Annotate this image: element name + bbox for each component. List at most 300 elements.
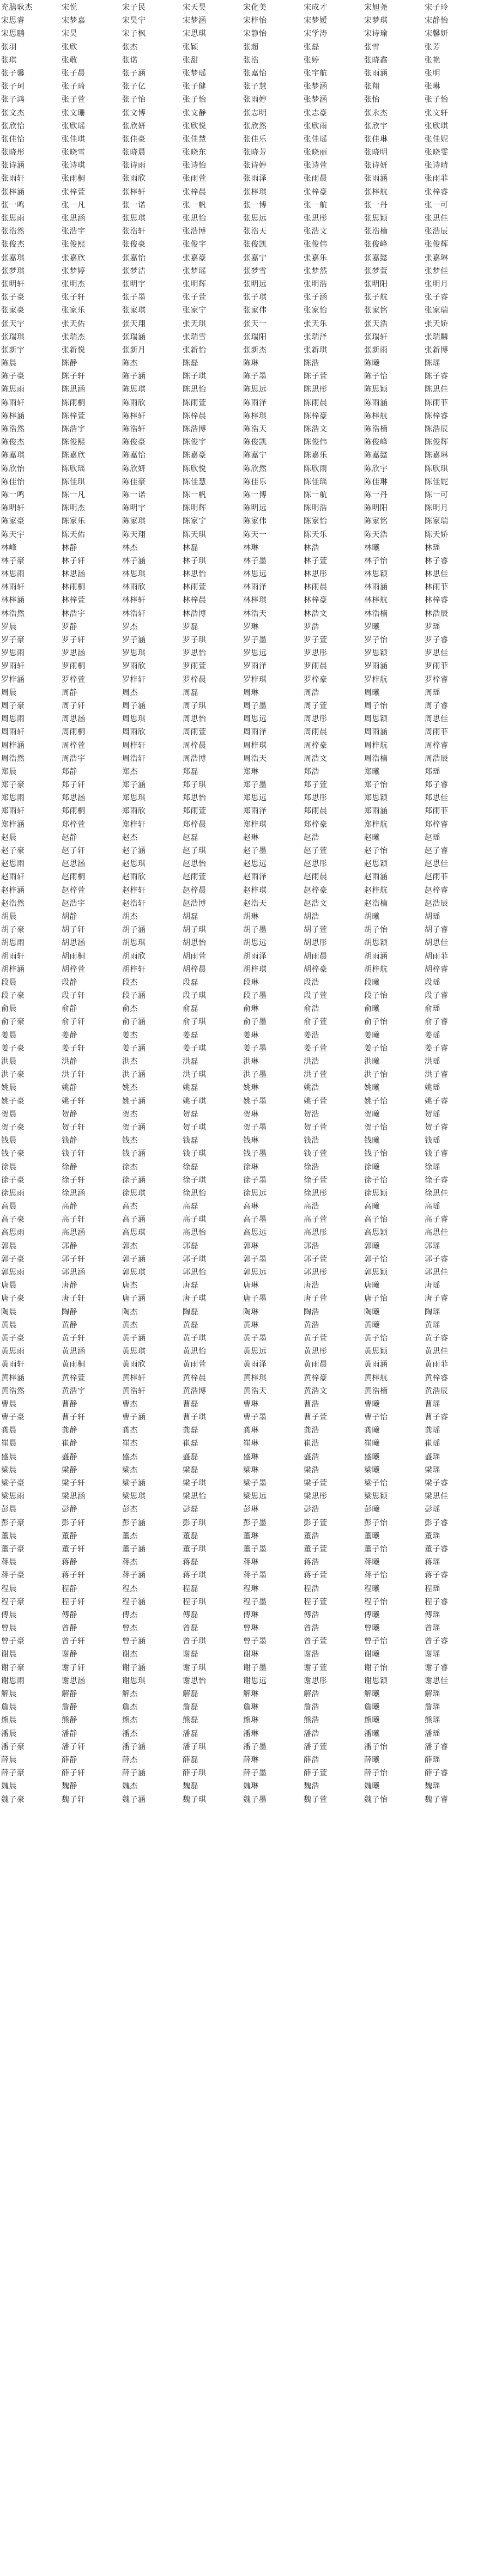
name-cell: 陶静 [62, 1307, 77, 1317]
name-cell: 郑曦 [364, 767, 380, 776]
name-cell: 充膳耿杰 [1, 3, 33, 12]
name-cell: 郑子萱 [304, 781, 328, 790]
name-cell: 张诗雨 [122, 161, 146, 170]
name-cell: 陈一丹 [364, 490, 388, 500]
name-cell: 郑晨 [1, 767, 17, 776]
name-cell: 赵浩文 [304, 899, 328, 908]
name-cell: 张文杰 [1, 108, 25, 118]
name-cell: 郑思远 [243, 794, 267, 803]
name-cell: 宋旭尧 [364, 3, 388, 12]
name-cell: 林雨菲 [425, 583, 449, 592]
name-cell: 龚琳 [243, 1426, 259, 1435]
name-cell: 周雨轩 [1, 728, 25, 737]
name-cell: 曹琳 [243, 1399, 259, 1409]
name-cell: 洪静 [62, 1057, 77, 1066]
name-cell: 周浩文 [304, 754, 328, 763]
name-cell: 宋馨妍 [425, 29, 449, 39]
name-cell: 胡思雨 [1, 939, 25, 948]
name-cell: 贺曦 [364, 1110, 380, 1119]
name-cell: 宋梦涵 [183, 16, 207, 26]
name-cell: 曹杰 [122, 1399, 138, 1409]
name-cell: 魏子墨 [243, 1795, 267, 1804]
name-cell: 张磊 [304, 42, 319, 52]
name-cell: 宋思琪 [183, 29, 207, 39]
name-cell: 薛静 [62, 1755, 77, 1764]
name-cell: 陈佳怡 [1, 477, 25, 486]
name-cell: 陈俊辉 [425, 438, 449, 447]
name-cell: 张明 [425, 69, 440, 78]
name-cell: 张子珂 [1, 82, 25, 92]
name-cell: 张明月 [425, 279, 449, 289]
name-cell: 张子晨 [62, 69, 86, 78]
name-cell: 赵思佳 [425, 860, 449, 869]
name-cell: 林梓睿 [425, 596, 449, 605]
name-cell: 周浩辰 [425, 754, 449, 763]
name-cell: 宋梦嫒 [304, 16, 328, 26]
name-cell: 谢思怡 [183, 1676, 207, 1685]
name-cell: 张佳瑶 [304, 135, 328, 144]
name-cell: 张欣悦 [183, 121, 207, 131]
name-cell: 张浩楠 [364, 227, 388, 236]
name-cell: 周浩然 [1, 754, 25, 763]
name-cell: 胡思颖 [364, 939, 388, 948]
name-cell: 薛子萱 [304, 1769, 328, 1778]
name-cell: 陈明轩 [1, 504, 25, 513]
name-cell: 俞子涵 [122, 1018, 146, 1027]
name-cell: 林雨轩 [1, 583, 25, 592]
name-cell: 张瑞麟 [425, 332, 449, 342]
name-cell: 谢思彤 [304, 1676, 328, 1685]
name-cell: 张超 [243, 42, 259, 52]
name-cell: 郭子睿 [425, 1254, 449, 1264]
name-cell: 钱静 [62, 1136, 77, 1146]
name-cell: 赵雨泽 [243, 873, 267, 882]
name-cell: 张雨轩 [1, 174, 25, 184]
name-cell: 蒋子墨 [243, 1571, 267, 1580]
name-cell: 蒋晨 [1, 1558, 17, 1567]
name-cell: 胡子睿 [425, 925, 449, 935]
name-cell: 梁思远 [243, 1492, 267, 1501]
name-cell: 唐子怡 [364, 1294, 388, 1304]
name-cell: 梁子墨 [243, 1479, 267, 1488]
name-cell: 张瑞阳 [243, 332, 267, 342]
name-cell: 龚晨 [1, 1426, 17, 1435]
name-cell: 程子琪 [183, 1597, 207, 1606]
name-cell: 梁子轩 [62, 1479, 86, 1488]
name-cell: 谢瑶 [425, 1650, 440, 1659]
name-cell: 徐静 [62, 1162, 77, 1172]
name-cell: 高静 [62, 1202, 77, 1211]
name-cell: 黄梓航 [364, 1373, 388, 1383]
name-cell: 胡瑶 [425, 912, 440, 921]
name-cell: 胡静 [62, 912, 77, 921]
name-cell: 陈嘉乐 [304, 451, 328, 460]
name-cell: 潘浩 [304, 1729, 319, 1738]
name-cell: 陈浩天 [243, 425, 267, 434]
name-cell: 姚琳 [243, 1083, 259, 1093]
name-cell: 林曦 [364, 543, 380, 552]
name-cell: 林思彤 [304, 570, 328, 579]
name-cell: 陈思涵 [62, 385, 86, 394]
name-cell: 宋诗瑜 [364, 29, 388, 39]
name-cell: 洪曦 [364, 1057, 380, 1066]
name-cell: 唐晨 [1, 1281, 17, 1290]
name-cell: 洪磊 [183, 1057, 198, 1066]
name-cell: 林雨萱 [183, 583, 207, 592]
name-cell: 傅静 [62, 1610, 77, 1619]
name-cell: 唐磊 [183, 1281, 198, 1290]
name-cell: 曾子怡 [364, 1637, 388, 1646]
name-cell: 周雨萱 [183, 728, 207, 737]
name-cell: 张子怡 [122, 95, 146, 105]
name-cell: 张佳琪 [62, 135, 86, 144]
name-cell: 曹子怡 [364, 1413, 388, 1422]
name-cell: 郑雨泽 [243, 807, 267, 816]
name-cell: 高思涵 [62, 1228, 86, 1238]
name-cell: 贺子轩 [62, 1123, 86, 1132]
name-cell: 张思涵 [62, 214, 86, 223]
name-cell: 张芳 [425, 42, 440, 52]
name-cell: 段曦 [364, 978, 380, 987]
name-cell: 黄浩楠 [364, 1386, 388, 1396]
name-cell: 张诗涵 [1, 161, 25, 170]
name-cell: 张子萱 [62, 95, 86, 105]
name-cell: 陈一可 [425, 490, 449, 500]
name-cell: 高子轩 [62, 1215, 86, 1225]
name-cell: 姚晨 [1, 1083, 17, 1093]
name-cell: 陈子豪 [1, 372, 25, 381]
name-cell: 周思琪 [122, 715, 146, 724]
name-cell: 张文静 [183, 108, 207, 118]
name-cell: 薛瑶 [425, 1755, 440, 1764]
name-cell: 谢子怡 [364, 1663, 388, 1672]
name-cell: 张欣怡 [1, 121, 25, 131]
name-cell: 陈明辉 [183, 504, 207, 513]
name-cell: 胡杰 [122, 912, 138, 921]
name-cell: 贺瑶 [425, 1110, 440, 1119]
name-cell: 张诗妍 [364, 161, 388, 170]
name-cell: 张诗怡 [183, 161, 207, 170]
name-cell: 陈浩文 [304, 425, 328, 434]
name-cell: 林子豪 [1, 556, 25, 565]
name-cell: 黄思琪 [122, 1347, 146, 1356]
name-cell: 张子涵 [304, 293, 328, 302]
name-cell: 张瑞杰 [62, 332, 86, 342]
name-cell: 周磊 [183, 688, 198, 697]
name-cell: 魏杰 [122, 1782, 138, 1791]
name-cell: 姚子萱 [304, 1097, 328, 1106]
name-cell: 张新悦 [62, 345, 86, 355]
name-cell: 胡雨欣 [122, 952, 146, 961]
name-cell: 钱子睿 [425, 1149, 449, 1159]
name-cell: 蒋子涵 [122, 1571, 146, 1580]
name-cell: 薛浩 [304, 1755, 319, 1764]
name-cell: 彭琳 [243, 1505, 259, 1514]
name-cell: 陈一鸣 [1, 490, 25, 500]
name-cell: 唐静 [62, 1281, 77, 1290]
name-cell: 洪子睿 [425, 1070, 449, 1080]
name-cell: 周杰 [122, 688, 138, 697]
name-cell: 赵杰 [122, 833, 138, 842]
name-cell: 盛静 [62, 1452, 77, 1461]
name-cell: 张杰 [122, 42, 138, 52]
name-cell: 黄子怡 [364, 1333, 388, 1343]
name-cell: 张梦婷 [62, 266, 86, 276]
name-cell: 陈明浩 [304, 504, 328, 513]
name-cell: 黄子睿 [425, 1333, 449, 1343]
name-cell: 谢子轩 [62, 1663, 86, 1672]
name-cell: 高思彤 [304, 1228, 328, 1238]
name-cell: 郑梓豪 [304, 820, 328, 829]
name-cell: 陈家豪 [1, 517, 25, 526]
name-cell: 胡思彤 [304, 939, 328, 948]
name-cell: 程曦 [364, 1584, 380, 1593]
name-cell: 陈梓睿 [425, 411, 449, 421]
name-cell: 黄子豪 [1, 1333, 25, 1343]
name-cell: 胡子豪 [1, 925, 25, 935]
name-cell: 郑子涵 [122, 781, 146, 790]
name-cell: 徐思琪 [122, 1189, 146, 1198]
name-cell: 林思雨 [1, 570, 25, 579]
name-cell: 赵梓睿 [425, 886, 449, 895]
name-cell: 钱子墨 [243, 1149, 267, 1159]
name-cell: 罗子豪 [1, 636, 25, 644]
name-cell: 张嘉琪 [1, 253, 25, 263]
name-cell: 潘子怡 [364, 1742, 388, 1751]
name-cell: 赵思远 [243, 860, 267, 869]
name-cell: 赵雨欣 [122, 873, 146, 882]
name-cell: 姜瑶 [425, 1031, 440, 1040]
name-cell: 黄梓睿 [425, 1373, 449, 1383]
name-cell: 陈俊峰 [364, 438, 388, 447]
name-cell: 薛杰 [122, 1755, 138, 1764]
name-cell: 傅晨 [1, 1610, 17, 1619]
name-cell: 程子萱 [304, 1597, 328, 1606]
name-cell: 曾晨 [1, 1624, 17, 1633]
name-cell: 陈曦 [364, 359, 380, 368]
name-cell: 高曦 [364, 1202, 380, 1211]
name-cell: 黄思彤 [304, 1347, 328, 1356]
name-cell: 张雨涵 [364, 174, 388, 184]
name-cell: 陈雨菲 [425, 398, 449, 407]
name-cell: 陈俊凯 [243, 438, 267, 447]
name-cell: 段晨 [1, 978, 17, 987]
name-cell: 罗思佳 [425, 649, 449, 658]
name-cell: 魏瑶 [425, 1782, 440, 1791]
name-cell: 陈梓涵 [1, 411, 25, 421]
name-cell: 段子墨 [243, 991, 267, 1001]
name-cell: 蒋子萱 [304, 1571, 328, 1580]
name-cell: 梁子琪 [183, 1479, 207, 1488]
name-cell: 胡琳 [243, 912, 259, 921]
name-cell: 罗杰 [122, 622, 138, 631]
name-cell: 罗思远 [243, 649, 267, 658]
name-cell: 梁子涵 [122, 1479, 146, 1488]
name-cell: 高晨 [1, 1202, 17, 1211]
name-cell: 詹晨 [1, 1703, 17, 1712]
name-cell: 陈一凡 [62, 490, 86, 500]
name-cell: 陈佳琳 [364, 477, 388, 486]
name-cell: 梁思琪 [122, 1492, 146, 1501]
name-cell: 张家伟 [243, 306, 267, 315]
name-cell: 陈浩楠 [364, 425, 388, 434]
name-cell: 赵梓豪 [304, 886, 328, 895]
name-cell: 高思雨 [1, 1228, 25, 1238]
name-cell: 张天宇 [1, 319, 25, 328]
name-cell: 陈嘉怡 [122, 451, 146, 460]
name-cell: 赵雨晨 [304, 873, 328, 882]
name-cell: 潘子涵 [122, 1742, 146, 1751]
name-cell: 罗思怡 [183, 649, 207, 658]
name-cell: 陈明宇 [122, 504, 146, 513]
name-cell: 林磊 [183, 543, 198, 552]
name-cell: 贺子琪 [183, 1123, 207, 1132]
name-cell: 郭子琪 [183, 1254, 207, 1264]
name-cell: 高子涵 [122, 1215, 146, 1225]
name-cell: 段子怡 [364, 991, 388, 1001]
name-cell: 高思怡 [183, 1228, 207, 1238]
name-cell: 郭子涵 [122, 1254, 146, 1264]
name-cell: 张梓萱 [62, 187, 86, 197]
name-cell: 陈梓航 [364, 411, 388, 421]
name-cell: 谢琳 [243, 1650, 259, 1659]
name-cell: 洪子轩 [62, 1070, 86, 1080]
name-cell: 彭浩 [304, 1505, 319, 1514]
name-cell: 崔磊 [183, 1439, 198, 1448]
name-cell: 魏子豪 [1, 1795, 25, 1804]
name-cell: 魏浩 [304, 1782, 319, 1791]
name-cell: 张天一 [243, 319, 267, 328]
name-cell: 张俊伟 [304, 240, 328, 249]
name-cell: 高磊 [183, 1202, 198, 1211]
name-cell: 陈雨泽 [243, 398, 267, 407]
name-cell: 罗梓豪 [304, 675, 328, 684]
name-cell: 谢子萱 [304, 1663, 328, 1672]
name-cell: 陈浩辰 [425, 425, 449, 434]
name-cell: 宋学涛 [304, 29, 328, 39]
name-cell: 陈欣怡 [1, 464, 25, 473]
name-cell: 蒋磊 [183, 1558, 198, 1567]
name-cell: 张天乐 [304, 319, 328, 328]
name-cell: 俞子墨 [243, 1018, 267, 1027]
name-cell: 梁思怡 [183, 1492, 207, 1501]
name-cell: 黄曦 [364, 1320, 380, 1330]
name-cell: 詹曦 [364, 1703, 380, 1712]
name-cell: 郑雨轩 [1, 807, 25, 816]
name-cell: 蒋浩 [304, 1558, 319, 1567]
name-cell: 张梦涵 [304, 82, 328, 92]
name-cell: 魏曦 [364, 1782, 380, 1791]
name-cell: 罗思雨 [1, 649, 25, 658]
name-cell: 钱晨 [1, 1136, 17, 1146]
name-cell: 张嘉乐 [304, 253, 328, 263]
name-cell: 董琳 [243, 1531, 259, 1540]
name-cell: 张子墨 [122, 293, 146, 302]
name-cell: 郑瑶 [425, 767, 440, 776]
name-cell: 赵浩天 [243, 899, 267, 908]
name-cell: 郑子琪 [183, 781, 207, 790]
name-cell: 赵雨桐 [62, 873, 86, 882]
name-cell: 俞曦 [364, 1004, 380, 1014]
name-cell: 姜子萱 [304, 1044, 328, 1053]
name-cell: 张梦萱 [364, 266, 388, 276]
name-cell: 姚磊 [183, 1083, 198, 1093]
name-cell: 张欣琪 [425, 121, 449, 131]
name-cell: 郭思雨 [1, 1268, 25, 1277]
name-cell: 罗子轩 [62, 636, 86, 644]
name-cell: 梁瑶 [425, 1465, 440, 1475]
name-cell: 薛子睿 [425, 1769, 449, 1778]
name-cell: 赵梓航 [364, 886, 388, 895]
name-cell: 梁静 [62, 1465, 77, 1475]
name-cell: 张思怡 [183, 214, 207, 223]
name-cell: 郭思颖 [364, 1268, 388, 1277]
name-cell: 张梓琪 [243, 187, 267, 197]
name-cell: 唐瑶 [425, 1281, 440, 1290]
name-cell: 张佳怡 [1, 135, 25, 144]
name-cell: 黄梓豪 [304, 1373, 328, 1383]
name-cell: 潘磊 [183, 1729, 198, 1738]
name-cell: 周梓琪 [243, 741, 267, 750]
name-cell: 张欣妍 [122, 121, 146, 131]
name-cell: 傅杰 [122, 1610, 138, 1619]
name-cell: 曹静 [62, 1399, 77, 1409]
name-cell: 郭曦 [364, 1241, 380, 1251]
name-cell: 徐思彤 [304, 1189, 328, 1198]
name-cell: 赵浩 [304, 833, 319, 842]
name-cell: 张梓睿 [425, 187, 449, 197]
name-cell: 谢磊 [183, 1650, 198, 1659]
name-cell: 蒋子豪 [1, 1571, 25, 1580]
name-cell: 罗瑶 [425, 622, 440, 631]
name-cell: 林雨涵 [364, 583, 388, 592]
name-cell: 陈欣宇 [364, 464, 388, 473]
name-cell: 郑梓萱 [62, 820, 86, 829]
name-cell: 熊瑶 [425, 1716, 440, 1725]
name-cell: 郑琳 [243, 767, 259, 776]
name-cell: 张思远 [243, 214, 267, 223]
name-cell: 曹子睿 [425, 1413, 449, 1422]
name-cell: 黄雨桐 [62, 1360, 86, 1369]
name-cell: 张天佑 [62, 319, 86, 328]
name-cell: 董杰 [122, 1531, 138, 1540]
name-cell: 彭子琪 [183, 1518, 207, 1527]
name-cell: 薛子琪 [183, 1769, 207, 1778]
name-cell: 赵子睿 [425, 847, 449, 855]
name-cell: 梁子睿 [425, 1479, 449, 1488]
name-cell: 徐晨 [1, 1162, 17, 1172]
name-cell: 钱子琪 [183, 1149, 207, 1159]
name-cell: 张梦洁 [122, 266, 146, 276]
name-cell: 周浩天 [243, 754, 267, 763]
name-cell: 罗思涵 [62, 649, 86, 658]
name-cell: 张佳慧 [183, 135, 207, 144]
name-cell: 曾子涵 [122, 1637, 146, 1646]
name-cell: 陈家瑞 [425, 517, 449, 526]
name-cell: 周浩楠 [364, 754, 388, 763]
name-cell: 彭瑶 [425, 1505, 440, 1514]
name-cell: 崔瑶 [425, 1439, 440, 1448]
name-cell: 黄雨萱 [183, 1360, 207, 1369]
name-cell: 罗梓航 [364, 675, 388, 684]
name-cell: 张梓晨 [183, 187, 207, 197]
name-cell: 郑雨萱 [183, 807, 207, 816]
name-cell: 陈俊杰 [1, 438, 25, 447]
name-cell: 陈一博 [243, 490, 267, 500]
name-cell: 陈思雨 [1, 385, 25, 394]
name-cell: 曾静 [62, 1624, 77, 1633]
name-cell: 潘静 [62, 1729, 77, 1738]
